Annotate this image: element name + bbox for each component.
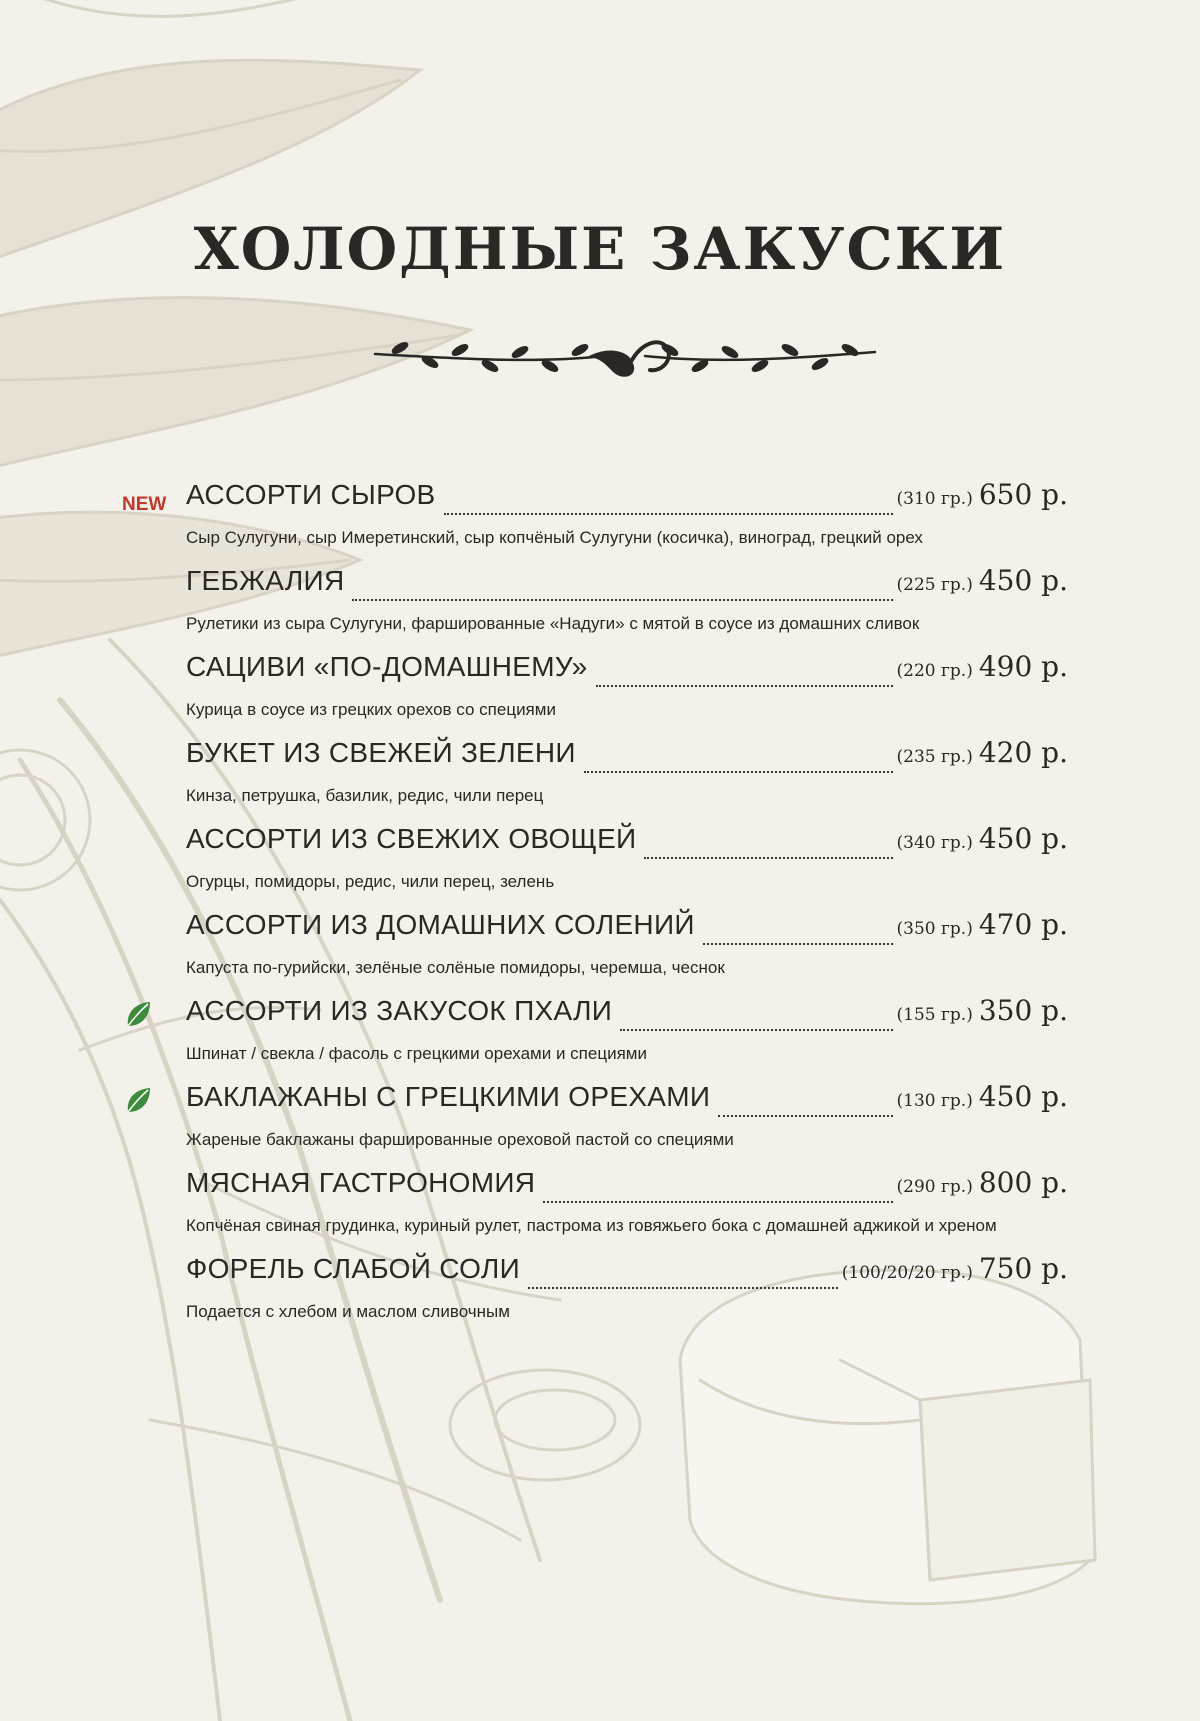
dish-name: ГЕБЖАЛИЯ [186, 565, 345, 596]
menu-item-line [186, 1252, 1068, 1296]
dish-description: Капуста по-гурийски, зелёные солёные помидоры, черемша, чеснок [186, 958, 725, 977]
dish-description: Шпинат / свекла / фасоль с грецкими орехами и специями [186, 1044, 647, 1063]
menu-item [186, 736, 1068, 822]
dot-leader [703, 943, 893, 945]
dish-weight: (155 гр.) [896, 1005, 973, 1025]
dot-leader [584, 771, 893, 773]
dish-weight: (130 гр.) [896, 1091, 973, 1111]
menu-item-line [186, 478, 1068, 522]
dish-price: 450 р. [978, 822, 1068, 855]
menu-item-line [186, 822, 1068, 866]
dish-name: ФОРЕЛЬ СЛАБОЙ СОЛИ [186, 1253, 521, 1284]
dish-price: 800 р. [978, 1166, 1068, 1199]
menu-item [186, 1166, 1068, 1252]
menu-list [122, 478, 1068, 1338]
dot-leader [444, 513, 893, 515]
dish-price: 450 р. [978, 564, 1068, 597]
page-title: ХОЛОДНЫЕ ЗАКУСКИ [193, 215, 1007, 283]
leaf-icon [124, 1086, 152, 1116]
menu-item [186, 564, 1068, 650]
pepper-vine-ornament-icon [370, 322, 880, 392]
dot-leader [718, 1115, 892, 1117]
menu-item-line [186, 994, 1068, 1038]
dish-weight: (220 гр.) [896, 661, 973, 681]
dish-description: Сыр Сулугуни, сыр Имеретинский, сыр копчёный Сулугуни (косичка), виноград, грецкий орех [186, 528, 923, 547]
dish-name: БАКЛАЖАНЫ С ГРЕЦКИМИ ОРЕХАМИ [186, 1081, 711, 1112]
dot-leader [543, 1201, 892, 1203]
menu-item-line [186, 736, 1068, 780]
menu-item-line [186, 564, 1068, 608]
menu-item [186, 650, 1068, 736]
menu-item [186, 994, 1068, 1080]
dish-price: 750 р. [978, 1252, 1068, 1285]
new-badge: NEW [122, 494, 167, 515]
dish-name: БУКЕТ ИЗ СВЕЖЕЙ ЗЕЛЕНИ [186, 737, 576, 768]
dish-weight: (350 гр.) [896, 919, 973, 939]
dish-name: АССОРТИ СЫРОВ [186, 479, 436, 510]
dish-weight: (290 гр.) [896, 1177, 973, 1197]
dot-leader [596, 685, 893, 687]
dish-name: АССОРТИ ИЗ СВЕЖИХ ОВОЩЕЙ [186, 823, 637, 854]
dish-price: 650 р. [978, 478, 1068, 511]
dish-price: 350 р. [978, 994, 1068, 1027]
dish-description: Рулетики из сыра Сулугуни, фаршированные «Надуги» с мятой в соусе из домашних сливок [186, 614, 920, 633]
dish-name: МЯСНАЯ ГАСТРОНОМИЯ [186, 1167, 536, 1198]
dish-description: Огурцы, помидоры, редис, чили перец, зелень [186, 872, 555, 891]
dish-description: Жареные баклажаны фаршированные ореховой пастой со специями [186, 1130, 734, 1149]
dot-leader [644, 857, 892, 859]
dish-weight: (310 гр.) [896, 489, 973, 509]
menu-item-line [186, 650, 1068, 694]
dish-weight: (235 гр.) [896, 747, 973, 767]
menu-item [186, 1252, 1068, 1338]
dot-leader [620, 1029, 892, 1031]
dish-weight: (100/20/20 гр.) [841, 1263, 973, 1283]
dish-price: 420 р. [978, 736, 1068, 769]
dish-name: АССОРТИ ИЗ ДОМАШНИХ СОЛЕНИЙ [186, 909, 695, 940]
dish-name: АССОРТИ ИЗ ЗАКУСОК ПХАЛИ [186, 995, 613, 1026]
dish-price: 450 р. [978, 1080, 1068, 1113]
menu-item [186, 908, 1068, 994]
dish-description: Подается с хлебом и маслом сливочным [186, 1302, 510, 1321]
dish-description: Кинза, петрушка, базилик, редис, чили перец [186, 786, 544, 805]
dot-leader [352, 599, 892, 601]
dish-description: Копчёная свиная грудинка, куриный рулет, пастрома из говяжьего бока с домашней аджикой и хреном [186, 1216, 997, 1235]
dish-weight: (340 гр.) [896, 833, 973, 853]
dish-price: 490 р. [978, 650, 1068, 683]
dish-name: САЦИВИ «ПО-ДОМАШНЕМУ» [186, 651, 588, 682]
menu-item [122, 478, 1068, 564]
dish-price: 470 р. [978, 908, 1068, 941]
menu-item [186, 1080, 1068, 1166]
menu-item-line [186, 1080, 1068, 1124]
dot-leader [528, 1287, 838, 1289]
leaf-icon [124, 1000, 152, 1030]
dish-description: Курица в соусе из грецких орехов со специями [186, 700, 556, 719]
menu-item-line [186, 1166, 1068, 1210]
dish-weight: (225 гр.) [896, 575, 973, 595]
menu-item-line [186, 908, 1068, 952]
menu-item [186, 822, 1068, 908]
